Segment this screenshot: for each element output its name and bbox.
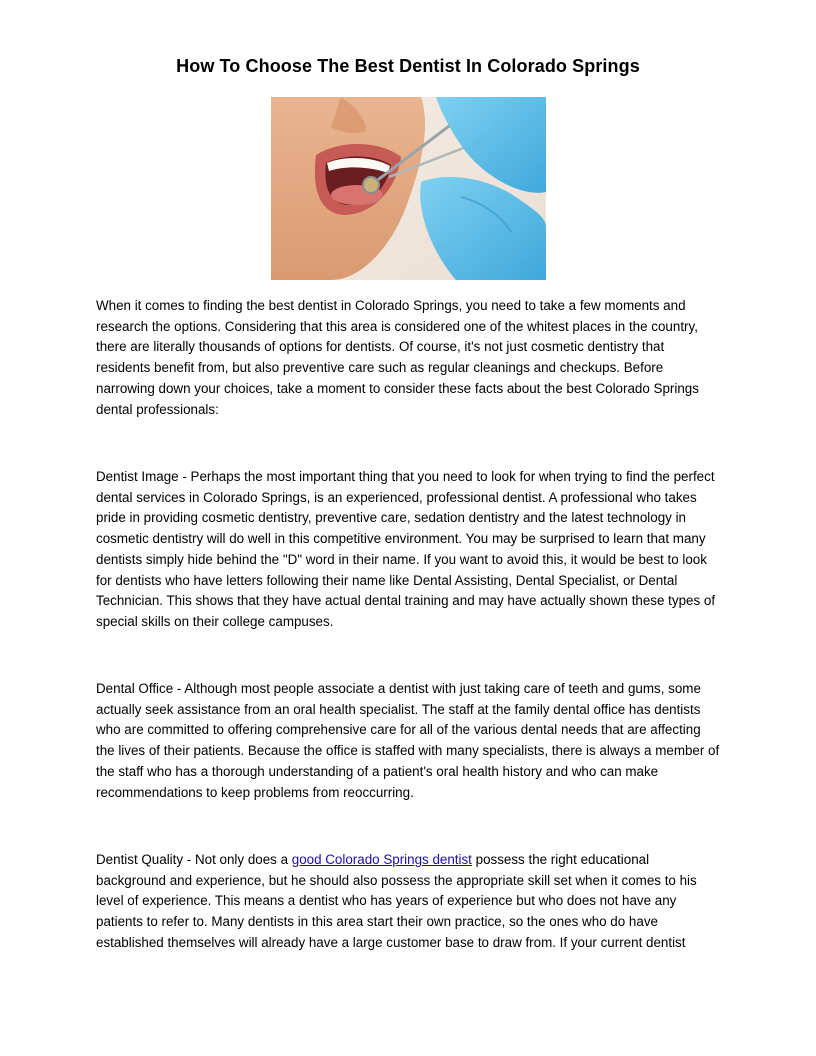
paragraph-dentist-image: Dentist Image - Perhaps the most important thing that you need to look for when trying to find the perfect dental services in Colorado Springs, is an experienced, professional dentist. A professional who takes pride in providing cosmetic dentistry, preventive care, sedation dentistry and the latest technology in cosmetic dentistry will do well in this competitive environment. You may be surprised to learn that many dentists simply hide behind the "D" word in their name. If you want to avoid this, it would be best to look for dentists who have letters following their name like Dental Assisting, Dental Specialist, or Dental Technician. This shows that they have actual dental training and may have actually shown these types of special skills on their college campuses. [96,469,716,629]
page-title: How To Choose The Best Dentist In Colorado Springs [176,56,640,76]
paragraph-dental-office: Dental Office - Although most people associate a dentist with just taking care of teeth and gums, some actually seek assistance from an oral health specialist. The staff at the family dental office has dentists who are committed to offering comprehensive care for all of the various dental needs that are affecting the lives of their patients. Because the office is staffed with many specialists, there is always a member of the staff who has a thorough understanding of a patient's oral health history and who can make recommendations to keep problems from reoccurring. [96,681,720,800]
paragraph-dentist-quality [96,850,721,954]
paragraph-intro: When it comes to finding the best dentist in Colorado Springs, you need to take a few moments and research the options. Considering that this area is considered one of the whitest places in the country, there are literally thousands of options for dentists. Of course, it's not just cosmetic dentistry that residents benefit from, but also preventive care such as regular cleanings and checkups. Before narrowing down your choices, take a moment to consider these facts about the best Colorado Springs dental professionals: [96,298,699,417]
good-dentist-link[interactable]: good Colorado Springs dentist [291,852,472,867]
paragraph-dentist-quality-after: possess the right educational background and experience, but he should also possess the appropriate skill set when it comes to his level of experience. This means a dentist who has years of experience but who does not have any patients to refer to. Many dentists in this area start their own practice, so the ones who do have established themselves will already have a large customer base to draw from. If your current dentist [96,852,697,950]
paragraph-dentist-quality-before: Dentist Quality - Not only does a [96,852,292,867]
dental-exam-photo [271,97,546,280]
